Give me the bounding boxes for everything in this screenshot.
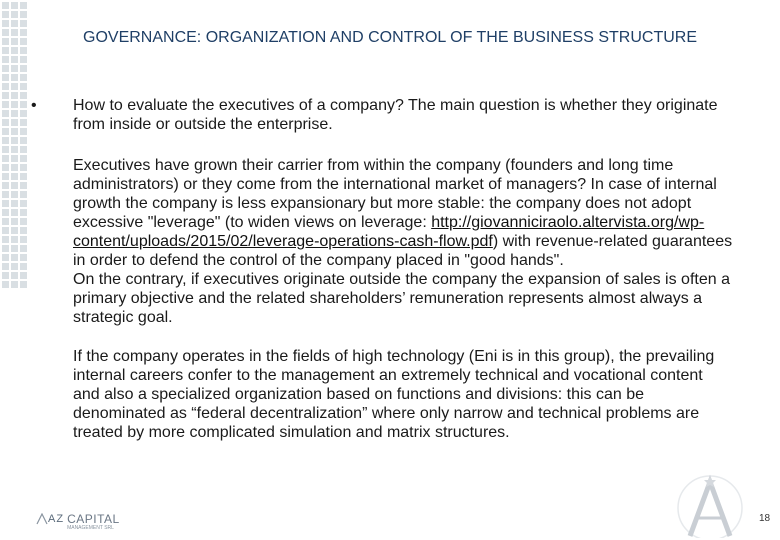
bullet-dot: • — [31, 97, 37, 114]
bullet-text: How to evaluate the executives of a company? The main question is whether they originate from inside or outside the enterprise. — [73, 97, 718, 133]
paragraph-text-2: ) with revenue-related guarantees in order to defend the control of the company placed in "good hands". — [73, 233, 733, 269]
logo-subtitle: MANAGEMENT SRL — [67, 525, 114, 531]
a-emblem-icon — [668, 468, 752, 538]
page-title: GOVERNANCE: ORGANIZATION AND CONTROL OF THE BUSINESS STRUCTURE — [83, 29, 697, 46]
bullet-item — [0, 96, 780, 134]
paragraph-text-3: On the contrary, if executives originate outside the company the expansion of sales is often a primary objective and the related shareholders’ remuneration represents almost always a strategic goal. — [73, 271, 730, 326]
paragraph-executives — [73, 156, 733, 327]
paragraph-text-1: Executives have grown their carrier from within the company (founders and long time administrators) or they come from the international market of managers? In case of internal growth the company is less expansionary but more stable: the company does not adopt excessive "leverage" (to widen views on leverage: — [73, 157, 717, 231]
page-number: 18 — [759, 513, 771, 524]
paragraph-high-technology: If the company operates in the fields of high technology (Eni is in this group), the prevailing internal careers confer to the management an extremely technical and vocational content and also a specialized organization based on functions and divisions: this can be denominated as “federal decentralization” where only narrow and technical problems are treated by more complicated simulation and matrix structures. — [73, 348, 715, 441]
logo-capital: CAPITAL — [67, 512, 120, 526]
logo-mark-icon — [36, 513, 48, 525]
slide-body — [0, 96, 780, 442]
logo-az: AZ — [48, 513, 65, 525]
company-logo — [36, 513, 120, 531]
leverage-link[interactable]: http://giovanniciraolo.altervista.org/wp-content/uploads/2015/02/leverage-operations-cash-flow.pdf — [73, 214, 705, 250]
